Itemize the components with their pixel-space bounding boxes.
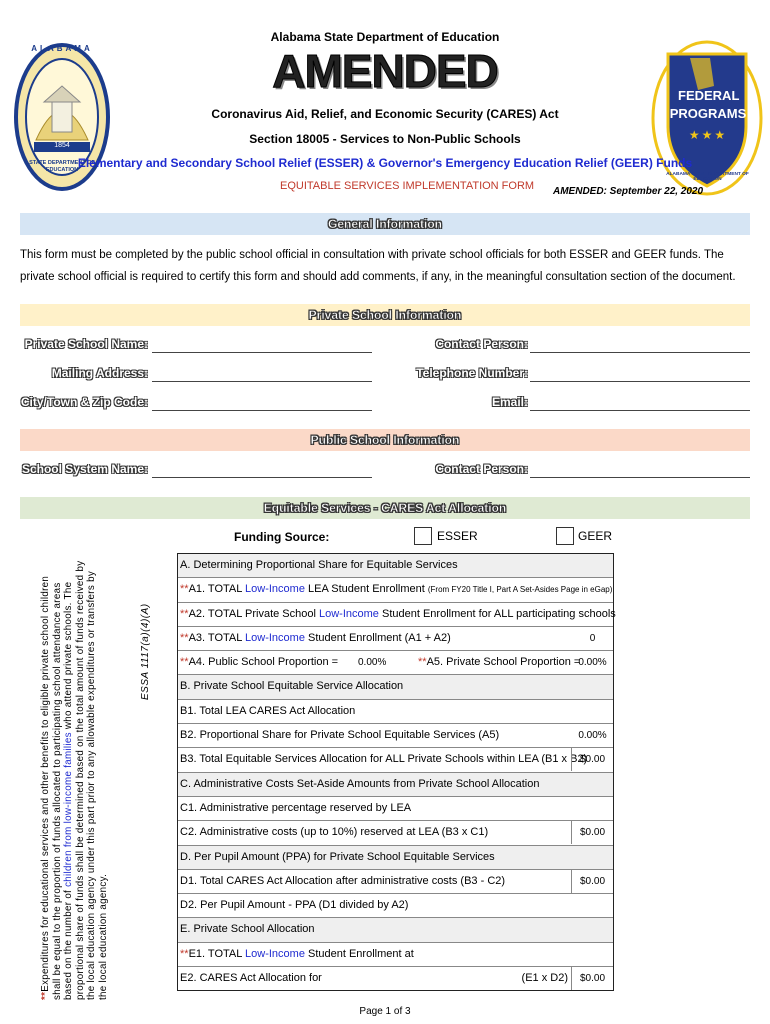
amended-banner: AMENDED xyxy=(272,45,498,97)
section-equitable: Equitable Services - CARES Act Allocation xyxy=(20,497,750,519)
department-title: Alabama State Department of Education xyxy=(270,30,500,44)
geer-label: GEER xyxy=(578,529,613,543)
telephone-field[interactable] xyxy=(530,381,750,382)
section-general: General Information xyxy=(20,213,750,235)
email-field[interactable] xyxy=(530,410,750,411)
private-school-name-label: Private School Name: xyxy=(24,337,148,351)
table-row xyxy=(178,846,613,870)
d1-value: $0.00 xyxy=(571,870,613,893)
section-d-header: D. Per Pupil Amount (PPA) for Private School Equitable Services xyxy=(180,850,495,863)
act-title: Coronavirus Aid, Relief, and Economic Security (CARES) Act xyxy=(211,107,559,121)
a5-value: 0.00% xyxy=(578,657,607,669)
form-title: EQUITABLE SERVICES IMPLEMENTATION FORM xyxy=(280,180,535,192)
table-row: **A4. Public School Proportion = 0.00% **A5. Private School Proportion = 0.00% xyxy=(178,651,613,675)
c2-value: $0.00 xyxy=(571,821,613,844)
email-label: Email: xyxy=(491,395,528,409)
table-row: E2. CARES Act Allocation for (E1 x D2) $0.00 xyxy=(178,967,613,990)
table-row: **E1. TOTAL Low-Income Student Enrollment at xyxy=(178,943,613,967)
public-contact-field[interactable] xyxy=(530,477,750,478)
table-row: B2. Proportional Share for Private School Equitable Services (A5) 0.00% xyxy=(178,724,613,748)
funding-source-label: Funding Source: xyxy=(234,530,330,544)
proportional-share-note: **Expenditures for educational services and other benefits to eligible private school children shall be equal to the proportion of funds allocated to participating school attendance areas based on the number of children from low-income families who attend private schools. The proportional share of funds shall be determined based on the total amount of funds received by the local education agency under this part prior to any allowable expenditures or transfers by the local education agency. xyxy=(40,560,109,1000)
mailing-address-label: Mailing Address: xyxy=(51,366,148,380)
table-row: C2. Administrative costs (up to 10%) reserved at LEA (B3 x C1) $0.00 xyxy=(178,821,613,845)
section-c-header: C. Administrative Costs Set-Aside Amounts from Private School Allocation xyxy=(180,777,540,790)
seal-top-text: ALABAMA xyxy=(31,44,93,53)
private-contact-label: Contact Person: xyxy=(435,337,528,351)
section-title: Section 18005 - Services to Non-Public Schools xyxy=(249,132,521,146)
section-a-header: A. Determining Proportional Share for Equitable Services xyxy=(180,559,458,571)
table-row: **A2. TOTAL Private School Low-Income Student Enrollment for ALL participating schools xyxy=(178,603,613,627)
allocation-table xyxy=(177,553,614,991)
city-zip-field[interactable] xyxy=(152,410,372,411)
section-private: Private School Information xyxy=(20,304,750,326)
table-row: C1. Administrative percentage reserved by LEA xyxy=(178,797,613,821)
b3-value: $0.00 xyxy=(571,748,613,771)
a4-value: 0.00% xyxy=(358,657,387,669)
table-row: D2. Per Pupil Amount - PPA (D1 divided by A2) xyxy=(178,894,613,918)
mailing-address-field[interactable] xyxy=(152,381,372,382)
table-row: D1. Total CARES Act Allocation after administrative costs (B3 - C2) $0.00 xyxy=(178,870,613,894)
table-row xyxy=(178,773,613,797)
table-row xyxy=(178,918,613,942)
table-row: **A1. TOTAL Low-Income LEA Student Enrollment (From FY20 Title I, Part A Set-Asides Page in eGap) xyxy=(178,578,613,602)
table-row: B3. Total Equitable Services Allocation for ALL Private Schools within LEA (B1 x B2) $0.00 xyxy=(178,748,613,772)
section-b-header: B. Private School Equitable Service Allocation xyxy=(180,680,404,693)
school-system-field[interactable] xyxy=(152,477,372,478)
geer-checkbox[interactable] xyxy=(556,527,574,545)
section-public: Public School Information xyxy=(20,429,750,451)
school-system-label: School System Name: xyxy=(21,462,148,476)
e2-formula: (E1 x D2) xyxy=(521,972,568,985)
esser-label: ESSER xyxy=(437,529,478,543)
private-school-name-field[interactable] xyxy=(152,352,372,353)
e2-value: $0.00 xyxy=(571,967,613,990)
table-row xyxy=(178,675,613,699)
esser-checkbox[interactable] xyxy=(414,527,432,545)
section-e-header: E. Private School Allocation xyxy=(180,923,315,936)
programs-title: Elementary and Secondary School Relief (ESSER) & Governor's Emergency Education Relief (GEER) Funds xyxy=(77,156,693,170)
federal-stars: ★★★ xyxy=(688,128,728,142)
federal-line1: FEDERAL xyxy=(678,88,740,103)
b2-value: 0.00% xyxy=(578,730,607,742)
city-zip-label: City/Town & Zip Code: xyxy=(20,395,148,409)
seal-year: 1854 xyxy=(54,142,70,149)
private-contact-field[interactable] xyxy=(530,352,750,353)
public-contact-label: Contact Person: xyxy=(435,462,528,476)
table-row: **A3. TOTAL Low-Income Student Enrollment (A1 + A2) 0 xyxy=(178,627,613,651)
federal-line2: PROGRAMS xyxy=(669,106,747,121)
amended-date: AMENDED: September 22, 2020 xyxy=(553,186,704,197)
seal-bottom-text: STATE DEPARTMENT OF EDUCATION xyxy=(29,160,95,173)
table-row xyxy=(178,554,613,578)
essa-citation: ESSA 1117(a)(4)(A) xyxy=(140,603,151,700)
federal-ring-text: ALABAMA STATE DEPARTMENT OF EDUCATION xyxy=(666,172,749,182)
telephone-label: Telephone Number: xyxy=(416,366,528,380)
table-row: B1. Total LEA CARES Act Allocation xyxy=(178,700,613,724)
page-footer: Page 1 of 3 xyxy=(359,1006,411,1017)
a3-value: 0 xyxy=(589,632,596,644)
general-instructions: This form must be completed by the public school official in consultation with private school officials for both ESSER and GEER funds. The private school official is required to certify this form and should add comments, if any, in the meaningful consultation section of the document. xyxy=(20,249,736,283)
